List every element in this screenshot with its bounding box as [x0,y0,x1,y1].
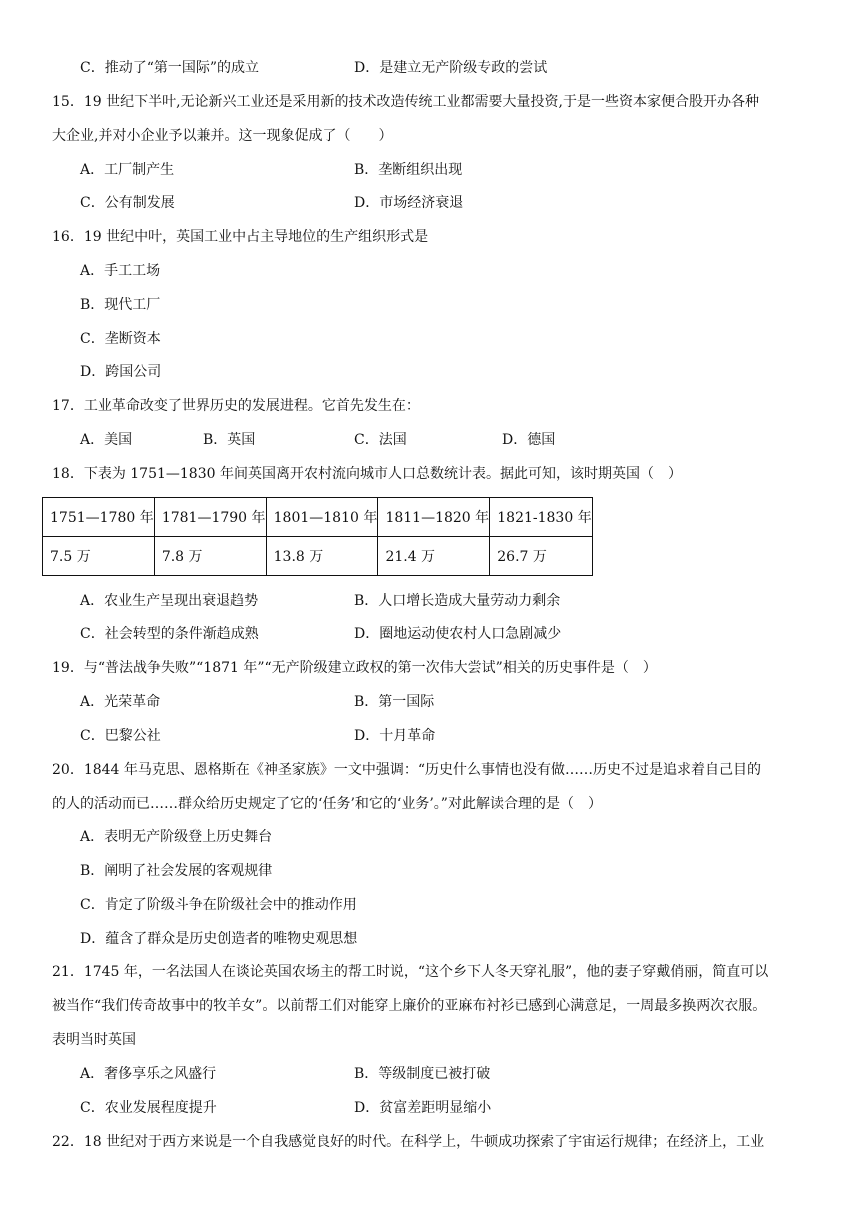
q15-stem-line-2: 大企业,并对小企业予以兼并。这一现象促成了（ ） [52,128,393,144]
q15-option-c: C．公有制发展 [80,195,175,211]
q15-option-d: D．市场经济衰退 [354,195,464,211]
q21-stem-line-2: 被当作“我们传奇故事中的牧羊女”。以前帮工们对能穿上廉价的亚麻布衬衫已感到心满意足，一周最多换两次衣服。 [52,998,767,1014]
q22-stem-line-1: 22．18 世纪对于西方来说是一个自我感觉良好的时代。在科学上，牛顿成功探索了宇宙运行规律；在经济上，工业 [52,1134,765,1150]
q16-option-d: D．跨国公司 [80,364,162,380]
q18-option-d: D．圈地运动使农村人口急剧减少 [354,626,562,642]
table-cell-period: 1821-1830 年 [490,498,593,537]
table-cell-period: 1811—1820 年 [378,498,490,537]
q19-stem: 19．与“普法战争失败”“1871 年”“无产阶级建立政权的第一次伟大尝试”相关的历史事件是（ ） [52,660,657,676]
q17-option-b: B．英国 [203,432,256,448]
q16-stem: 16．19 世纪中叶，英国工业中占主导地位的生产组织形式是 [52,229,429,245]
q20-stem-line-2: 的人的活动而已……群众给历史规定了它的‘任务’和它的‘业务’。”对此解读合理的是（ ） [52,796,602,812]
q15-option-b: B．垄断组织出现 [354,162,463,178]
q19-option-d: D．十月革命 [354,728,436,744]
q20-option-c: C．肯定了阶级斗争在阶级社会中的推动作用 [80,897,357,913]
q20-option-d: D．蕴含了群众是历史创造者的唯物史观思想 [80,931,358,947]
q16-option-b: B．现代工厂 [80,297,161,313]
q21-option-c: C．农业发展程度提升 [80,1100,217,1116]
q14-option-d: D．是建立无产阶级专政的尝试 [354,60,548,76]
q14-option-c: C．推动了“第一国际”的成立 [80,60,260,76]
q21-option-a: A．奢侈享乐之风盛行 [80,1066,217,1082]
q21-stem-line-1: 21．1745 年，一名法国人在谈论英国农场主的帮工时说，“这个乡下人冬天穿礼服”，他的妻子穿戴俏丽，简直可以 [52,964,769,980]
q18-option-c: C．社会转型的条件渐趋成熟 [80,626,259,642]
table-cell-population: 21.4 万 [378,537,490,576]
q15-option-a: A．工厂制产生 [80,162,175,178]
q18-stem: 18．下表为 1751—1830 年间英国离开农村流向城市人口总数统计表。据此可知，该时期英国（ ） [52,466,682,482]
q17-option-c: C．法国 [354,432,407,448]
q19-option-c: C．巴黎公社 [80,728,161,744]
q20-option-b: B．阐明了社会发展的客观规律 [80,863,273,879]
table-cell-population: 7.5 万 [43,537,155,576]
q19-option-b: B．第一国际 [354,694,435,710]
table-cell-period: 1751—1780 年 [43,498,155,537]
table-cell-population: 13.8 万 [266,537,378,576]
table-cell-population: 26.7 万 [490,537,593,576]
table-header-row [43,498,593,537]
q21-option-b: B．等级制度已被打破 [354,1066,491,1082]
q20-option-a: A．表明无产阶级登上历史舞台 [80,829,273,845]
q21-stem-line-3: 表明当时英国 [52,1032,136,1048]
q17-option-a: A．美国 [80,432,133,448]
q15-stem-line-1: 15．19 世纪下半叶,无论新兴工业还是采用新的技术改造传统工业都需要大量投资,于是一些资本家便合股开办各种 [52,94,759,110]
q19-option-a: A．光荣革命 [80,694,161,710]
q16-option-c: C．垄断资本 [80,331,161,347]
table-cell-period: 1801—1810 年 [266,498,378,537]
q21-option-d: D．贫富差距明显缩小 [354,1100,492,1116]
table-cell-population: 7.8 万 [154,537,266,576]
q18-option-a: A．农业生产呈现出衰退趋势 [80,593,259,609]
table-value-row [43,537,593,576]
table-cell-period: 1781—1790 年 [154,498,266,537]
q20-stem-line-1: 20．1844 年马克思、恩格斯在《神圣家族》一文中强调：“历史什么事情也没有做……历史不过是追求着自己目的 [52,762,762,778]
migration-table [42,497,593,576]
q16-option-a: A．手工工场 [80,263,161,279]
q17-option-d: D．德国 [502,432,556,448]
q17-stem: 17．工业革命改变了世界历史的发展进程。它首先发生在： [52,398,420,414]
q18-option-b: B．人口增长造成大量劳动力剩余 [354,593,561,609]
